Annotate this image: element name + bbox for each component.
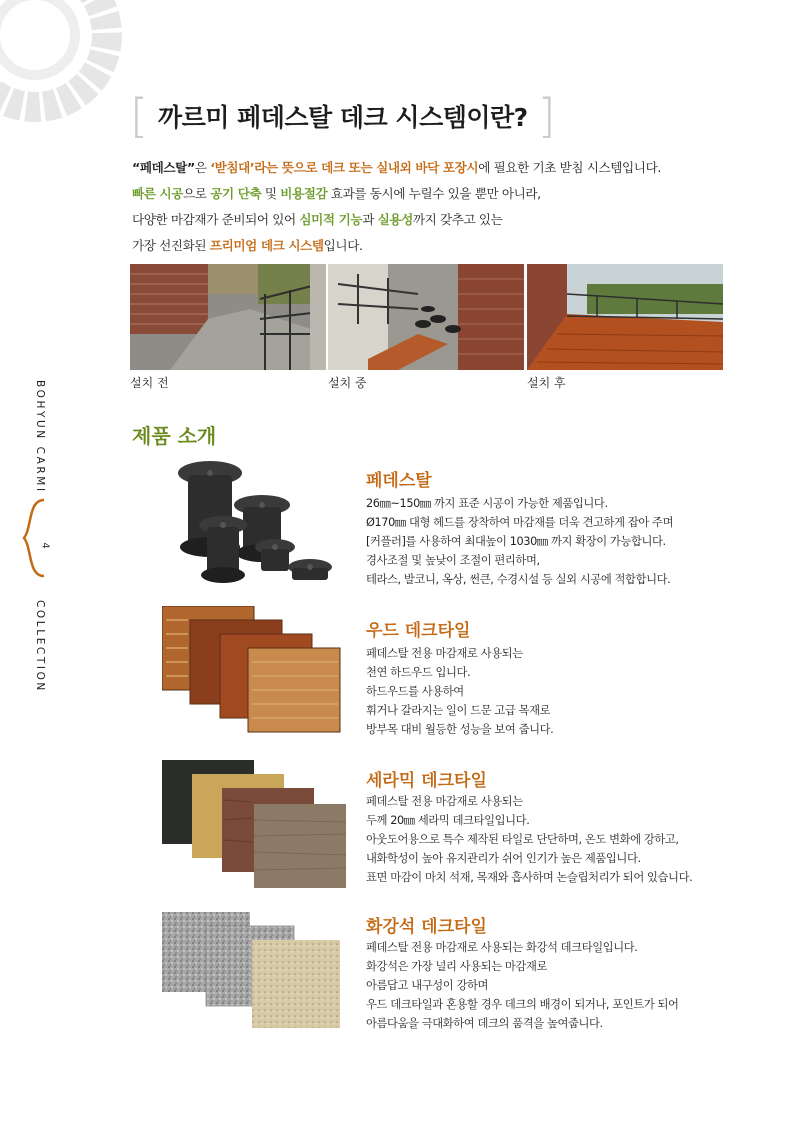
title-bracket-open: [ [130,89,148,143]
title-bracket-close: ] [537,89,556,143]
intro-text-segment: 비용절감 [280,186,328,201]
product-title-granite: 화강석 데크타일 [366,917,487,937]
intro-line-1 [132,155,732,181]
product-desc-line: 아름다움을 극대화하여 데크의 품격을 높여줍니다. [366,1017,603,1030]
photo-before-install [130,264,326,370]
side-collection-label [22,380,51,710]
intro-text-segment: ‘받침대’라는 뜻으로 데크 또는 실내외 바닥 포장시 [210,160,479,175]
intro-line-3 [132,207,732,233]
curly-brace-icon [14,498,54,578]
product-desc-line: 하드우드를 사용하여 [366,685,464,698]
section-title-products: 제품 소개 [132,424,217,448]
granite-decktile-product-image [162,912,342,1030]
intro-text-segment: 빠른 시공 [132,186,184,201]
intro-text-segment: 다양한 마감재가 준비되어 있어 [132,212,300,227]
intro-text-segment: 은 [194,160,211,175]
product-desc-line: 페데스탈 전용 마감재로 사용되는 [366,795,523,808]
intro-text-segment: 까지 갖추고 있는 [412,212,503,227]
intro-text-segment: 심미적 기능 [299,212,363,227]
side-label-collection: COLLECTION [34,600,46,693]
product-desc-line: 테라스, 발코니, 옥상, 썬큰, 수경시설 등 실외 시공에 적합합니다. [366,573,671,586]
product-title-pedestal: 페데스탈 [366,471,432,491]
side-label-number: 4 [39,542,51,549]
intro-text-segment: 가장 선진화된 [132,238,210,253]
product-desc-line: 천연 하드우드 입니다. [366,666,471,679]
intro-text-segment: 및 [261,186,281,201]
product-desc-line: 아름답고 내구성이 강하며 [366,979,489,992]
intro-line-2 [132,181,732,207]
product-desc-line: 휘거나 갈라지는 일이 드문 고급 목재로 [366,704,551,717]
product-desc-line: 우드 데크타일과 혼용할 경우 데크의 배경이 되거나, 포인트가 되어 [366,998,679,1011]
photo-after-install [527,264,723,370]
product-title-ceramic: 세라믹 데크타일 [366,771,487,791]
intro-text-segment: 으로 [183,186,211,201]
product-desc-pedestal [366,494,673,589]
intro-text-segment: 효과를 동시에 누릴수 있을 뿐만 아니라, [327,186,541,201]
product-desc-line: [커플러]를 사용하여 최대높이 1030㎜ 까지 확장이 가능합니다. [366,535,666,548]
product-desc-line: 페데스탈 전용 마감재로 사용되는 [366,647,523,660]
intro-text-segment: 에 필요한 기초 받침 시스템입니다. [478,160,661,175]
product-desc-line: Ø170㎜ 대형 헤드를 장착하여 마감재를 더욱 견고하게 잡아 주며 [366,516,674,529]
intro-text-segment: 입니다. [323,238,363,253]
product-desc-line: 페데스탈 전용 마감재로 사용되는 화강석 데크타일입니다. [366,941,638,954]
intro-paragraph [132,155,732,259]
page-title-text: 까르미 페데스탈 데크 시스템이란? [157,103,528,132]
product-desc-wood [366,644,553,739]
intro-line-4 [132,233,732,259]
intro-text-segment: 공기 단축 [210,186,262,201]
product-desc-line: 내화학성이 높아 유지관리가 쉬어 인기가 높은 제품입니다. [366,852,641,865]
product-desc-granite [366,938,679,1033]
product-desc-line: 방부목 대비 월등한 성능을 보여 줍니다. [366,723,554,736]
product-title-wood: 우드 데크타일 [366,621,471,641]
product-desc-line: 두께 20㎜ 세라믹 데크타일입니다. [366,814,530,827]
pedestal-product-image [165,455,335,590]
product-desc-line: 경사조절 및 높낮이 조절이 편리하며, [366,554,540,567]
corner-ring-decoration [0,0,130,130]
product-desc-ceramic [366,792,692,887]
side-label-brand: BOHYUN CARMI [34,380,46,494]
intro-text-segment: 과 [362,212,378,227]
photo-caption-after: 설치 후 [527,376,566,390]
intro-text-segment: “페데스탈” [132,160,195,175]
product-desc-line: 화강석은 가장 널리 사용되는 마감재로 [366,960,547,973]
product-desc-line: 아웃도어용으로 특수 제작된 타일로 단단하며, 온도 변화에 강하고, [366,833,679,846]
page-title [130,89,556,143]
photo-caption-before: 설치 전 [130,376,169,390]
photo-during-install [328,264,524,370]
ceramic-decktile-product-image [162,760,348,890]
intro-text-segment: 실용성 [377,212,413,227]
wood-decktile-product-image [162,606,342,742]
product-desc-line: 26㎜~150㎜ 까지 표준 시공이 가능한 제품입니다. [366,497,608,510]
product-desc-line: 표면 마감이 마치 석재, 목재와 흡사하며 논슬립처리가 되어 있습니다. [366,871,693,884]
photo-caption-during: 설치 중 [328,376,367,390]
intro-text-segment: 프리미엄 데크 시스템 [209,238,324,253]
